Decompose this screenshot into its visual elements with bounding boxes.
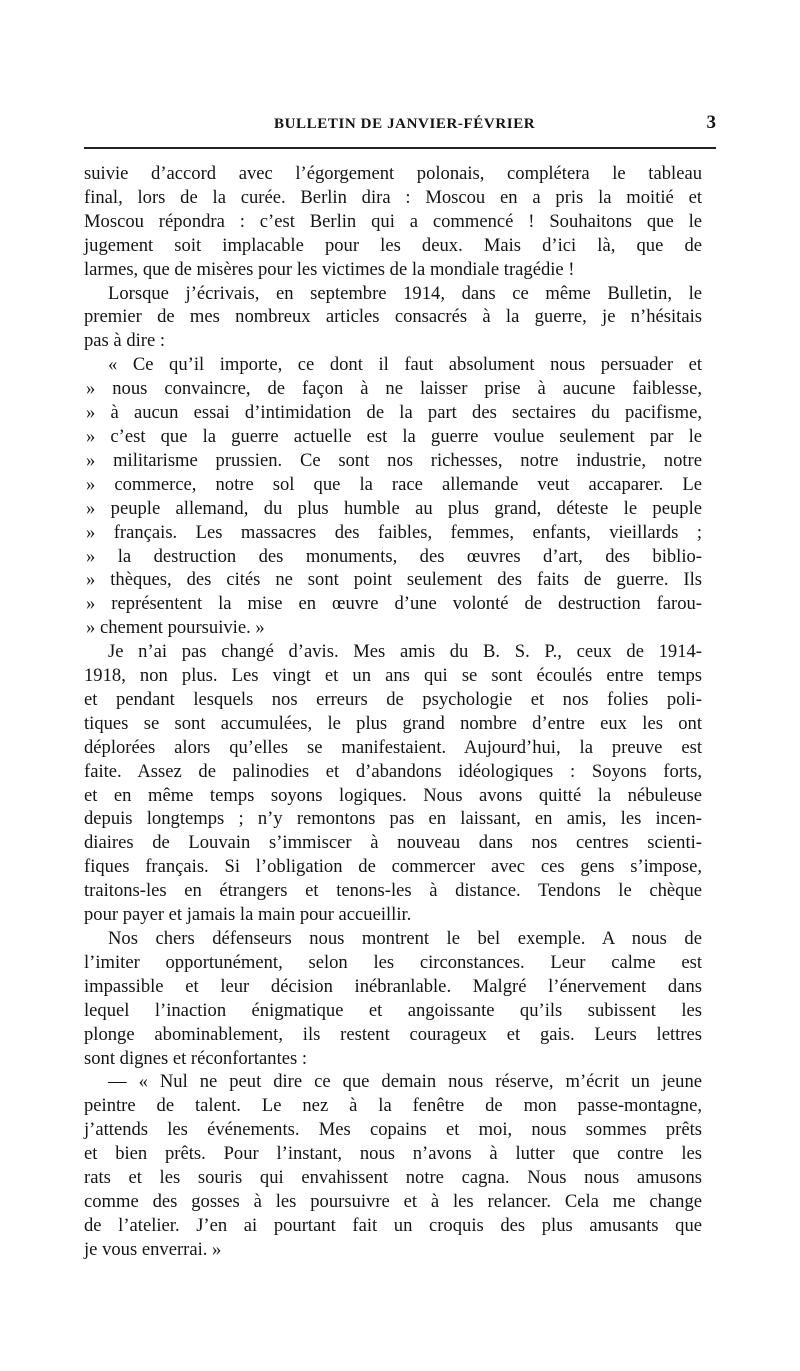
text-line: sont dignes et réconfortantes : — [84, 1047, 308, 1069]
quote-line: » représentent la mise en œuvre d’une volonté de destruction farou- — [86, 593, 702, 615]
text-line: traitons-les en étrangers et tenons-les à distance. Tendons le chèque — [84, 880, 702, 902]
text-line: pas à dire : — [84, 330, 166, 352]
quote-line: » commerce, notre sol que la race allemande veut accaparer. Le — [86, 473, 702, 495]
text-line: Je n’ai pas changé d’avis. Mes amis du B. S. P., ceux de 1914- — [108, 641, 702, 663]
quote-line: » thèques, des cités ne sont point seulement des faits de guerre. Ils — [86, 569, 702, 591]
text-line: diaires de Louvain s’immiscer à nouveau dans nos centres scienti- — [84, 832, 702, 854]
text-line: final, lors de la curée. Berlin dira : Moscou en a pris la moitié et — [84, 186, 702, 208]
text-line: peintre de talent. Le nez à la fenêtre de mon passe-montagne, — [84, 1095, 702, 1117]
text-line: pour payer et jamais la main pour accueillir. — [84, 904, 412, 926]
text-line: et bien prêts. Pour l’instant, nous n’avons à lutter que contre les — [84, 1143, 702, 1165]
text-line: déplorées alors qu’elles se manifestaient. Aujourd’hui, la preuve est — [84, 736, 702, 758]
running-title: BULLETIN DE JANVIER-FÉVRIER — [274, 116, 536, 132]
quote-line: » militarisme prussien. Ce sont nos richesses, notre industrie, notre — [86, 449, 702, 471]
text-line: comme des gosses à les poursuivre et à les relancer. Cela me change — [84, 1190, 702, 1212]
text-line: 1918, non plus. Les vingt et un ans qui se sont écoulés entre temps — [84, 665, 702, 687]
text-line: Nos chers défenseurs nous montrent le bel exemple. A nous de — [108, 928, 702, 949]
text-line: larmes, que de misères pour les victimes de la mondiale tragédie ! — [84, 258, 575, 280]
quote-line: « Ce qu’il importe, ce dont il faut absolument nous persuader et — [108, 354, 702, 376]
quote-line: » chement poursuivie. » — [86, 617, 265, 639]
quote-line: » la destruction des monuments, des œuvres d’art, des biblio- — [86, 545, 702, 567]
text-line: impassible et leur décision inébranlable. Malgré l’énervement dans — [84, 975, 702, 997]
running-header — [84, 112, 716, 138]
text-line: suivie d’accord avec l’égorgement polonais, complétera le tableau — [84, 163, 702, 184]
quote-line: » français. Les massacres des faibles, femmes, enfants, vieillards ; — [86, 521, 702, 543]
article-body — [84, 162, 702, 1262]
quote-line: » c’est que la guerre actuelle est la guerre voulue seulement par le — [86, 425, 702, 447]
text-line: de l’atelier. J’en ai pourtant fait un croquis des plus amusants que — [84, 1214, 702, 1236]
text-line: je vous enverrai. » — [84, 1238, 222, 1260]
quote-line: » à aucun essai d’intimidation de la part des sectaires du pacifisme, — [86, 402, 702, 424]
page-number: 3 — [706, 112, 716, 133]
text-line: depuis longtemps ; n’y remontons pas en laissant, en amis, les incen- — [84, 808, 702, 830]
text-line: fiques français. Si l’obligation de commercer avec ces gens s’impose, — [84, 856, 702, 878]
text-line: jugement soit implacable pour les deux. Mais d’ici là, que de — [84, 234, 702, 256]
text-line: j’attends les événements. Mes copains et moi, nous sommes prêts — [84, 1119, 702, 1141]
text-line: plonge abominablement, ils restent courageux et gais. Leurs lettres — [84, 1023, 702, 1045]
text-line: lequel l’inaction énigmatique et angoissante qu’ils subissent les — [84, 999, 702, 1021]
text-line: Lorsque j’écrivais, en septembre 1914, dans ce même Bulletin, le — [108, 282, 702, 304]
text-line: faite. Assez de palinodies et d’abandons idéologiques : Soyons forts, — [84, 760, 702, 782]
text-line: — « Nul ne peut dire ce que demain nous réserve, m’écrit un jeune — [108, 1071, 702, 1093]
text-line: premier de mes nombreux articles consacrés à la guerre, je n’hésitais — [84, 306, 702, 328]
quote-line: » nous convaincre, de façon à ne laisser prise à aucune faiblesse, — [86, 378, 702, 400]
text-line: Moscou répondra : c’est Berlin qui a commencé ! Souhaitons que le — [84, 210, 702, 232]
header-rule — [84, 147, 716, 149]
text-line: et en même temps soyons logiques. Nous avons quitté la nébuleuse — [84, 784, 702, 806]
text-line: rats et les souris qui envahissent notre cagna. Nous nous amusons — [84, 1167, 702, 1189]
text-line: et pendant lesquels nos erreurs de psychologie et nos folies poli- — [84, 688, 702, 710]
text-line: l’imiter opportunément, selon les circonstances. Leur calme est — [84, 951, 702, 973]
quote-line: » peuple allemand, du plus humble au plus grand, déteste le peuple — [86, 497, 702, 519]
text-line: tiques se sont accumulées, le plus grand nombre d’entre eux les ont — [84, 712, 702, 734]
